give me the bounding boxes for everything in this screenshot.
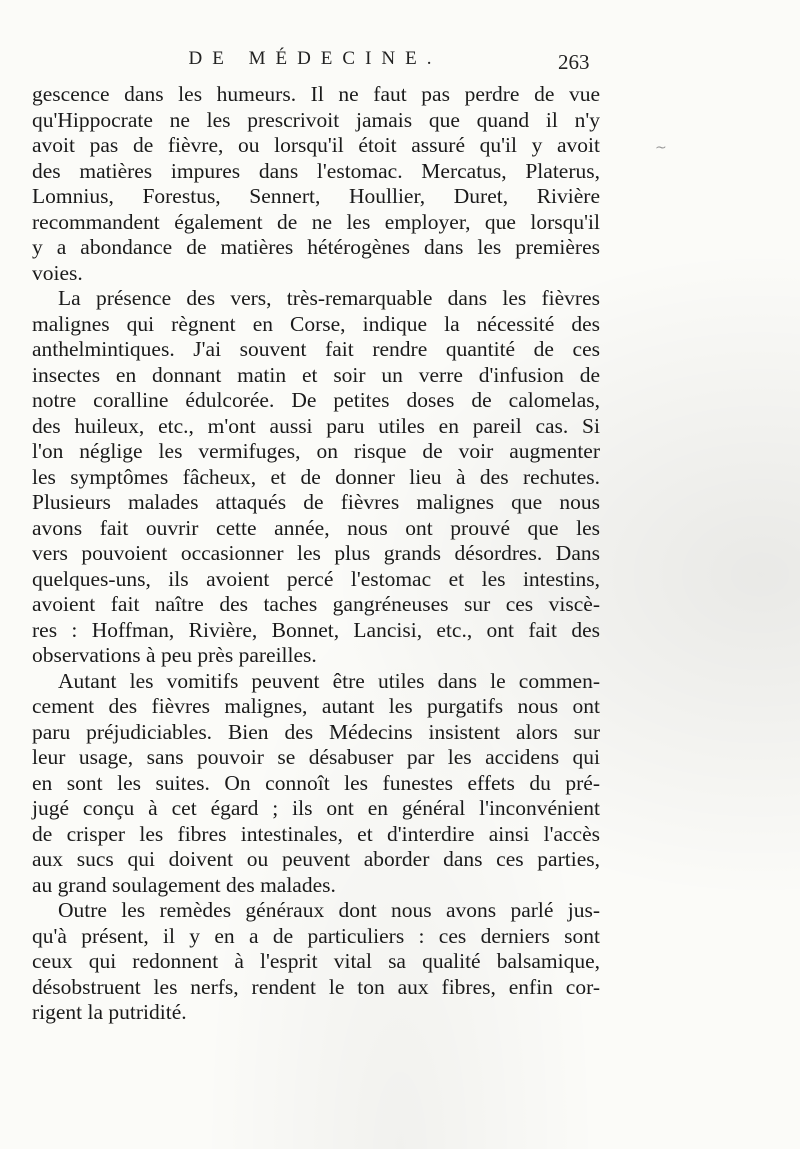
text-line: avons fait ouvrir cette année, nous ont prouvé que les [32, 515, 600, 540]
text-line: malignes qui règnent en Corse, indique la nécessité des [32, 311, 600, 336]
text-line: insectes en donnant matin et soir un verre d'infusion de [32, 362, 600, 387]
text-line: de crisper les fibres intestinales, et d'interdire ainsi l'accès [32, 821, 600, 846]
text-line: jugé conçu à cet égard ; ils ont en général l'inconvénient [32, 796, 600, 820]
text-line: leur usage, sans pouvoir se désabuser par les accidens qui [32, 745, 600, 769]
text-line: aux sucs qui doivent ou peuvent aborder dans ces parties, [32, 847, 600, 871]
text-line: quelques-uns, ils avoient percé l'estomac et les intestins, [32, 566, 600, 591]
text-line: vers pouvoient occasionner les plus grands désordres. Dans [32, 541, 600, 565]
text-line: Autant les vomitifs peuvent être utiles dans le commen- [58, 668, 600, 693]
text-line: observations à peu près pareilles. [32, 643, 317, 667]
text-line: ceux qui redonnent à l'esprit vital sa qualité balsamique, [32, 949, 600, 973]
text-line: paru préjudiciables. Bien des Médecins insistent alors sur [32, 719, 600, 744]
text-line: cement des fièvres malignes, autant les purgatifs nous ont [32, 694, 600, 718]
text-line: avoient fait naître des taches gangréneuses sur ces viscè- [32, 592, 600, 616]
text-line: des huileux, etc., m'ont aussi paru utiles en pareil cas. Si [32, 413, 600, 438]
text-line: voies. [32, 260, 83, 285]
text-line: anthelmintiques. J'ai souvent fait rendre quantité de ces [32, 337, 600, 361]
text-line: au grand soulagement des malades. [32, 872, 336, 897]
text-line: La présence des vers, très-remarquable dans les fièvres [58, 286, 600, 310]
text-line: Lomnius, Forestus, Sennert, Houllier, Duret, Rivière [32, 184, 600, 208]
margin-smudge: ~ [655, 140, 667, 156]
text-line: en sont les suites. On connoît les funestes effets du pré- [32, 770, 600, 795]
text-line: les symptômes fâcheux, et de donner lieu à des rechutes. [32, 464, 600, 489]
text-line: gescence dans les humeurs. Il ne faut pas perdre de vue [32, 82, 600, 106]
text-line: y a abondance de matières hétérogènes dans les premières [32, 235, 600, 259]
page-number: 263 [558, 50, 590, 74]
text-line: notre coralline édulcorée. De petites doses de calomelas, [32, 388, 600, 412]
text-line: res : Hoffman, Rivière, Bonnet, Lancisi, etc., ont fait des [32, 617, 600, 642]
text-line: désobstruent les nerfs, rendent le ton aux fibres, enfin cor- [32, 974, 600, 999]
text-line: Outre les remèdes généraux dont nous avons parlé jus- [58, 898, 600, 922]
text-line: recommandent également de ne les employer, que lorsqu'il [32, 209, 600, 234]
body-text [32, 82, 600, 1026]
text-line: l'on néglige les vermifuges, on risque de voir augmenter [32, 439, 600, 463]
text-line: qu'Hippocrate ne les prescrivoit jamais que quand il n'y [32, 107, 600, 132]
text-line: qu'à présent, il y en a de particuliers : ces derniers sont [32, 923, 600, 948]
text-line: avoit pas de fièvre, ou lorsqu'il étoit assuré qu'il y avoit [32, 133, 600, 157]
text-line: Plusieurs malades attaqués de fièvres malignes que nous [32, 490, 600, 514]
text-line: rigent la putridité. [32, 1000, 187, 1024]
text-line: des matières impures dans l'estomac. Mercatus, Platerus, [32, 158, 600, 183]
running-title: DE MÉDECINE. [188, 48, 442, 69]
